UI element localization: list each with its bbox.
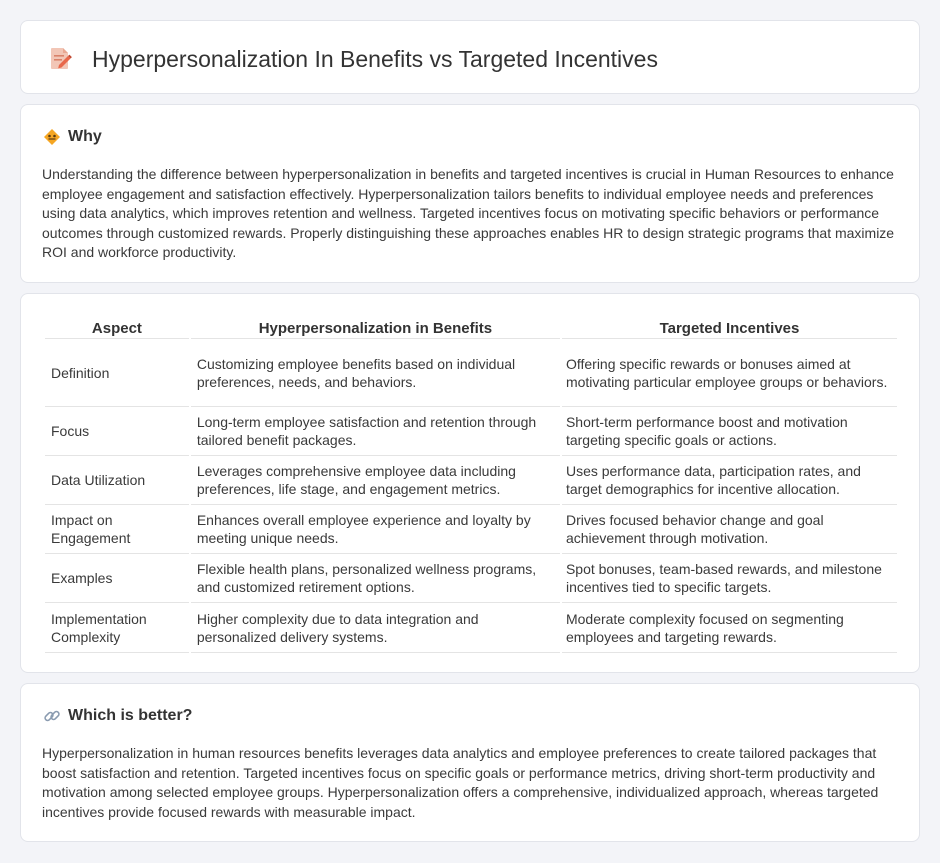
header-aspect: Aspect <box>45 316 189 339</box>
better-title: Which is better? <box>68 707 193 724</box>
target-cell: Short-term performance boost and motivation targeting specific goals or actions. <box>562 407 897 456</box>
why-text: Understanding the difference between hyperpersonalization in benefits and targeted incentives is crucial in Human Resources to enhance employee engagement and satisfaction effectively. Hyperpersonalization tailors benefits to individual employee needs and preferences using data analytics, which improves retention and wellness. Targeted incentives focus on motivating specific behaviors or performance outcomes through customized rewards. Properly distinguishing these approaches enables HR to design strategic programs that maximize ROI and workforce productivity. <box>42 166 895 261</box>
hyper-cell: Leverages comprehensive employee data including preferences, life stage, and engagement metrics. <box>191 456 560 505</box>
aspect-cell: Examples <box>45 554 189 603</box>
table-row <box>45 603 897 653</box>
header-targeted-incentives: Targeted Incentives <box>562 316 897 339</box>
better-heading <box>43 706 192 726</box>
aspect-cell: Implementation Complexity <box>45 603 189 653</box>
hyper-cell: Enhances overall employee experience and loyalty by meeting unique needs. <box>191 505 560 554</box>
aspect-cell: Definition <box>45 339 189 407</box>
target-cell: Moderate complexity focused on segmenting employees and targeting rewards. <box>562 603 897 653</box>
table-row <box>45 407 897 456</box>
why-section <box>20 104 920 283</box>
target-cell: Uses performance data, participation rates, and target demographics for incentive allocation. <box>562 456 897 505</box>
target-cell: Drives focused behavior change and goal achievement through motivation. <box>562 505 897 554</box>
hyper-cell: Higher complexity due to data integration and personalized delivery systems. <box>191 603 560 653</box>
page-title: Hyperpersonalization In Benefits vs Targeted Incentives <box>92 46 658 72</box>
aspect-cell: Data Utilization <box>45 456 189 505</box>
warning-sign-icon <box>43 128 61 146</box>
header-hyperpersonalization: Hyperpersonalization in Benefits <box>191 316 560 339</box>
why-title: Why <box>68 128 102 145</box>
aspect-cell: Impact on Engagement <box>45 505 189 554</box>
comparison-table <box>43 316 899 653</box>
title-card <box>20 20 920 94</box>
hyper-cell: Long-term employee satisfaction and retention through tailored benefit packages. <box>191 407 560 456</box>
hyper-cell: Customizing employee benefits based on individual preferences, needs, and behaviors. <box>191 339 560 407</box>
hyper-cell: Flexible health plans, personalized wellness programs, and customized retirement options. <box>191 554 560 603</box>
why-heading <box>43 127 102 147</box>
target-cell: Spot bonuses, team-based rewards, and milestone incentives tied to specific targets. <box>562 554 897 603</box>
table-row <box>45 554 897 603</box>
comparison-section <box>20 293 920 673</box>
table-header-row <box>45 316 897 339</box>
aspect-cell: Focus <box>45 407 189 456</box>
which-is-better-section <box>20 683 920 842</box>
target-cell: Offering specific rewards or bonuses aimed at motivating particular employee groups or behaviors. <box>562 339 897 407</box>
table-row <box>45 339 897 407</box>
better-text: Hyperpersonalization in human resources benefits leverages data analytics and employee preferences to create tailored packages that boost satisfaction and retention. Targeted incentives focus on specific goals or performance metrics, driving short-term productivity and motivation among selected employee groups. Hyperpersonalization offers a comprehensive, individualized approach, whereas targeted incentives provide focused rewards with measurable impact. <box>42 745 879 820</box>
link-icon <box>43 707 61 725</box>
table-row <box>45 456 897 505</box>
table-row <box>45 505 897 554</box>
document-edit-icon <box>47 45 73 71</box>
